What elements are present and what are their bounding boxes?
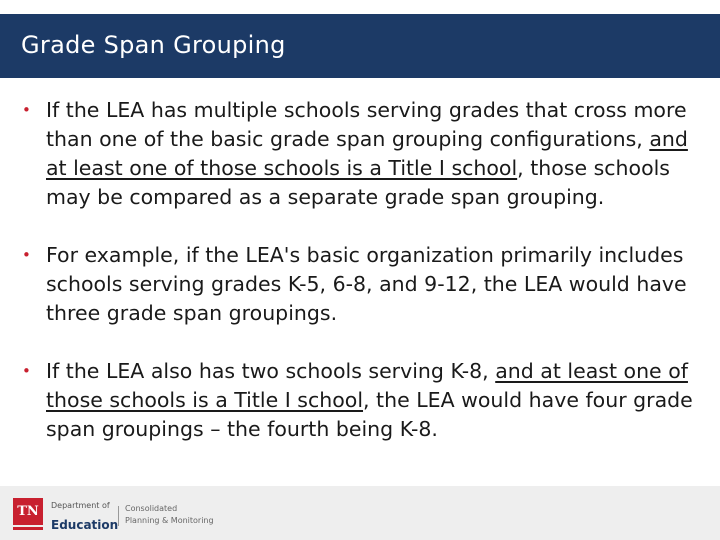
bullet-dot-icon: • [22,362,31,380]
bullet-text: For example, if the LEA's basic organization primarily includes schools serving grades K-5, 6-8, and 9-12, the LEA would have three grade span groupings. [46,243,687,325]
bullet-item [20,357,700,444]
office-line-2: Planning & Monitoring [125,516,214,525]
bullet-text: If the LEA also has two schools serving K-8, [46,359,496,383]
bullet-text: , those schools may be compared as a separate grade span grouping. [46,156,670,209]
bullet-item [20,241,700,328]
title-bar [0,14,720,78]
bullet-text: If the LEA has multiple schools serving grades that cross more than one of the basic grade span grouping configurations, [46,98,687,151]
footer-divider [118,506,119,526]
page-title: Grade Span Grouping [21,31,286,59]
bullet-text: , the LEA would have four grade span groupings – the fourth being K-8. [46,388,693,441]
bullet-list [20,96,700,444]
bullet-dot-icon: • [22,246,31,264]
office-name [125,503,214,527]
underlined-text: and at least one of those schools is a Title I school [46,127,688,180]
dept-label: Department of [51,501,110,510]
footer [0,486,720,540]
bullet-dot-icon: • [22,101,31,119]
underlined-text: and at least one of those schools is a Title I school [46,359,688,412]
office-line-1: Consolidated [125,504,178,513]
bullet-item [20,96,700,212]
tn-logo: TN [13,498,43,525]
logo-underline [13,527,43,530]
dept-name: Education [51,518,119,532]
